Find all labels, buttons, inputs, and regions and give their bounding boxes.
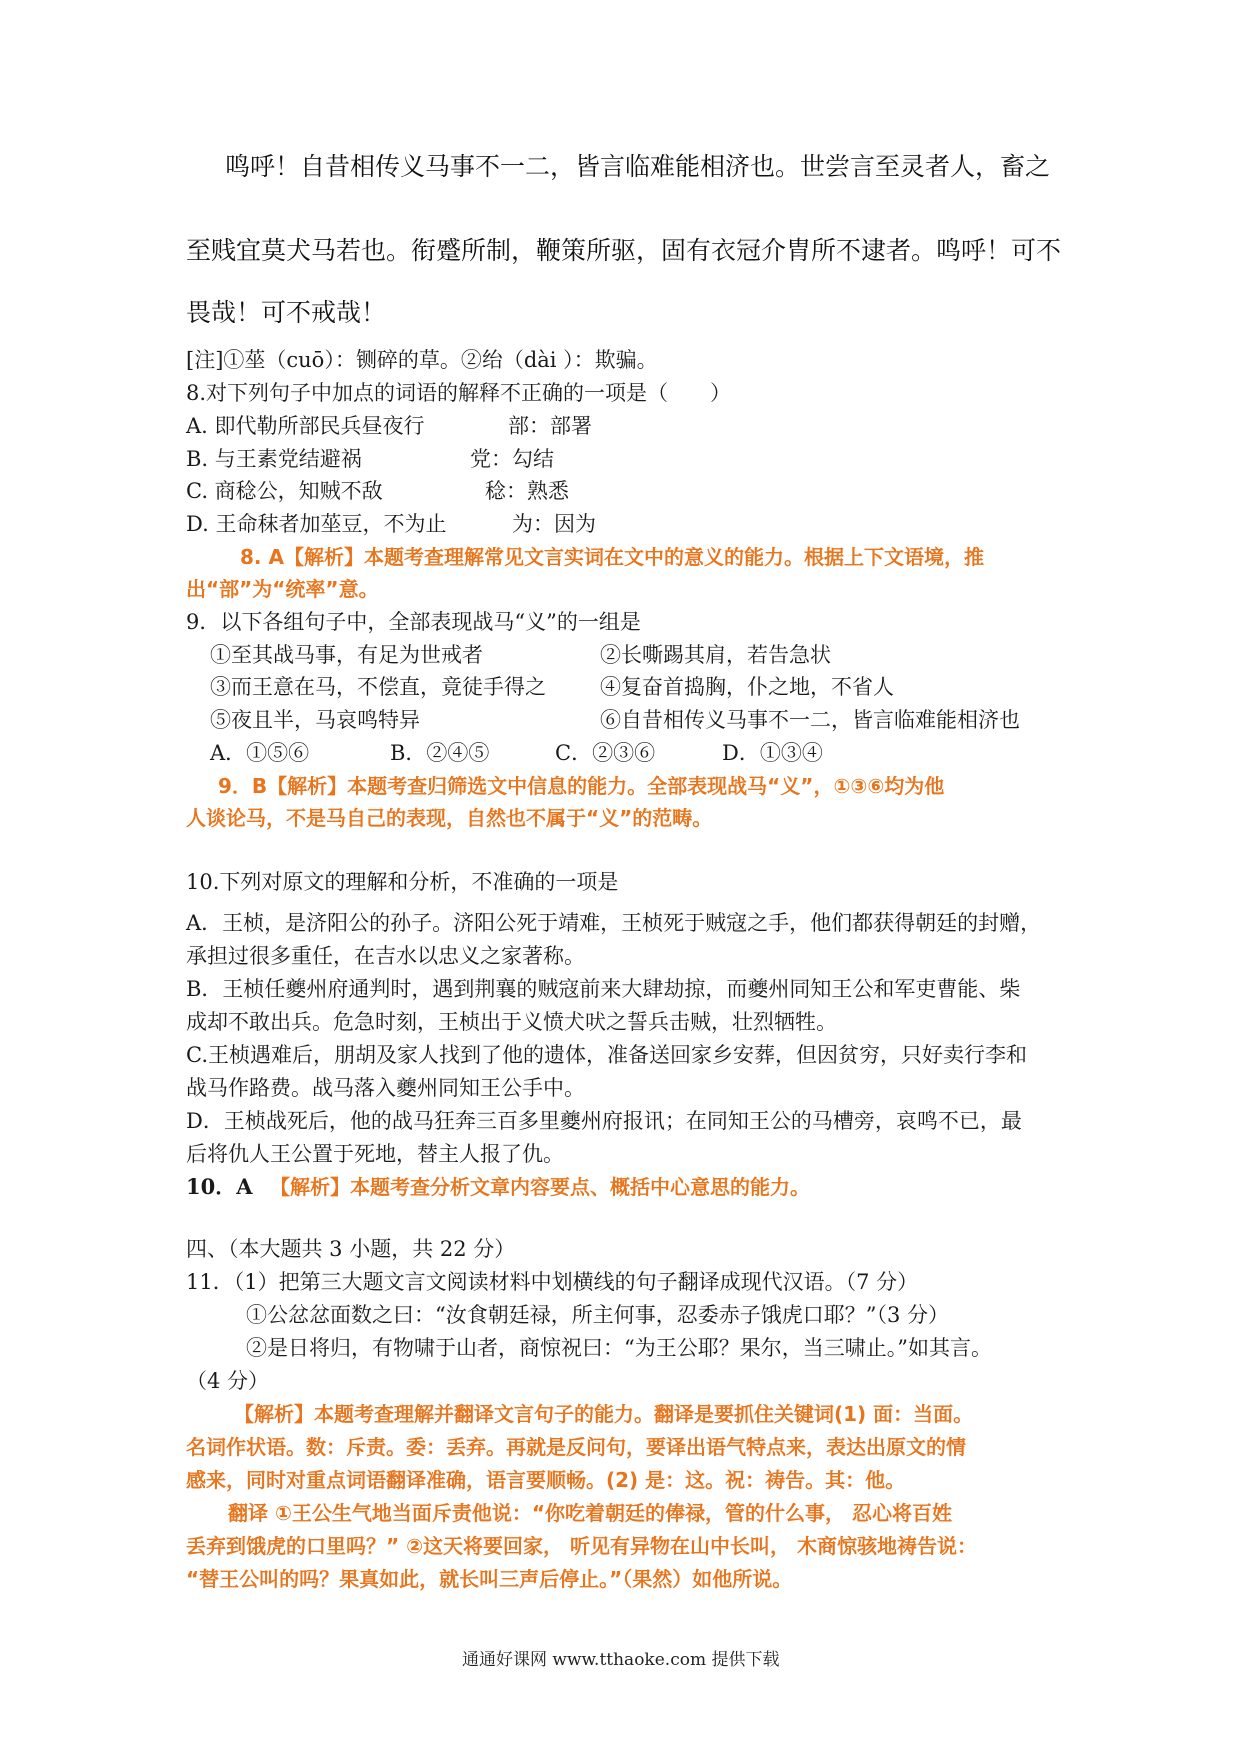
q10-option-c-line-1: C.王桢遇难后，朋胡及家人找到了他的遗体，准备送回家乡安葬，但因贫穷，只好卖行李和: [186, 1043, 1027, 1067]
q10-stem: 10.下列对原文的理解和分析，不准确的一项是: [186, 870, 619, 894]
q11-translation-line-3: “替王公叫的吗？果真如此，就长叫三声后停止。”（果然）如他所说。: [186, 1567, 793, 1591]
q11-analysis-line-1: 【解析】本题考查理解并翻译文言句子的能力。翻译是要抓住关键词(1) 面：当面。: [234, 1402, 974, 1426]
passage-line-3: 畏哉！可不戒哉！: [186, 298, 387, 327]
q8-option-d-gloss: 为：因为: [512, 512, 596, 536]
q9-answer-line-1: 9．B【解析】本题考查归筛选文中信息的能力。全部表现战马“义”，①③⑥均为他: [218, 774, 945, 798]
section-4-heading: 四、（本大题共 3 小题，共 22 分）: [186, 1237, 516, 1261]
q8-option-a: A. 即代勒所部民兵昼夜行: [186, 414, 425, 438]
q9-stem: 9．以下各组句子中，全部表现战马“义”的一组是: [186, 610, 641, 634]
q11-translation-line-1: 翻译 ①王公生气地当面斥责他说：“你吃着朝廷的俸禄，管的什么事， 忍心将百姓: [228, 1501, 953, 1525]
q10-answer-label: 10．A: [186, 1174, 253, 1199]
q9-option-d: D．①③④: [722, 741, 823, 765]
q10-option-a-line-1: A．王桢，是济阳公的孙子。济阳公死于靖难，王桢死于贼寇之手，他们都获得朝廷的封赠，: [186, 911, 1042, 935]
q10-option-c-line-2: 战马作路费。战马落入夔州同知王公手中。: [186, 1076, 585, 1100]
passage-line-2: 至贱宜莫犬马若也。衔蹙所制，鞭策所驱，固有衣冠介胄所不逮者。鸣呼！可不: [186, 236, 1062, 265]
q8-answer-line-2: 出“部”为“统率”意。: [186, 577, 379, 601]
q11-sentence-2-points: （4 分）: [186, 1369, 270, 1393]
passage-line-1: 鸣呼！自昔相传义马事不一二，皆言临难能相济也。世尝言至灵者人，畜之: [225, 152, 1051, 181]
q11-translation-line-2: 丢弃到饿虎的口里吗？” ②这天将要回家， 听见有异物在山中长叫， 木商惊骇地祷告说：: [186, 1534, 977, 1558]
q9-item-1: ①至其战马事，有足为世戒者: [210, 643, 483, 667]
q9-option-b: B．②④⑤: [390, 741, 490, 765]
q9-item-6: ⑥自昔相传义马事不一二，皆言临难能相济也: [600, 708, 1020, 732]
q10-option-d-line-2: 后将仇人王公置于死地，替主人报了仇。: [186, 1142, 564, 1166]
q9-option-a: A．①⑤⑥: [210, 741, 310, 765]
q11-analysis-line-3: 感来，同时对重点词语翻译准确，语言要顺畅。(2) 是：这。祝：祷告。其：他。: [186, 1468, 906, 1492]
q9-item-4: ④复奋首捣胸，仆之地，不省人: [600, 675, 894, 699]
q8-answer-line-1: 8. A【解析】本题考查理解常见文言实词在文中的意义的能力。根据上下文语境，推: [240, 545, 984, 569]
q10-option-b-line-1: B．王桢任夔州府通判时，遇到荆襄的贼寇前来大肆劫掠，而夔州同知王公和军吏曹能、柴: [186, 977, 1021, 1001]
q11-analysis-line-2: 名词作状语。数：斥责。委：丢弃。再就是反问句，要译出语气特点来，表达出原文的情: [186, 1435, 966, 1459]
q11-stem: 11．（1）把第三大题文言文阅读材料中划横线的句子翻译成现代汉语。（7 分）: [186, 1270, 919, 1294]
q8-option-b: B. 与王素党结避祸: [186, 447, 362, 471]
q8-option-c-gloss: 稔：熟悉: [485, 479, 569, 503]
q9-item-5: ⑤夜且半，马哀鸣特异: [210, 708, 420, 732]
q8-stem: 8.对下列句子中加点的词语的解释不正确的一项是（ ）: [186, 381, 732, 405]
q9-option-c: C．②③⑥: [555, 741, 656, 765]
q8-option-a-gloss: 部：部署: [508, 414, 592, 438]
q10-option-b-line-2: 成却不敢出兵。危急时刻，王桢出于义愤犬吠之誓兵击贼，壮烈牺牲。: [186, 1010, 837, 1034]
q8-option-c: C. 商稔公，知贼不敌: [186, 479, 383, 503]
q10-answer-text: 【解析】本题考查分析文章内容要点、概括中心意思的能力。: [270, 1175, 810, 1199]
q8-option-d: D. 王命秣者加莝豆，不为止: [186, 512, 447, 536]
q9-answer-line-2: 人谈论马，不是马自己的表现，自然也不属于“义”的范畴。: [186, 806, 713, 830]
q11-sentence-1: ①公忿忿面数之曰：“汝食朝廷禄，所主何事，忍委赤子饿虎口耶？”（3 分）: [246, 1303, 950, 1327]
page-footer: 通通好课网 www.tthaoke.com 提供下载: [462, 1650, 780, 1670]
q8-option-b-gloss: 党：勾结: [470, 447, 554, 471]
q11-sentence-2: ②是日将归，有物啸于山者，商惊祝曰：“为王公耶？果尔，当三啸止。”如其言。: [246, 1336, 992, 1360]
q9-item-2: ②长嘶踢其肩，若告急状: [600, 643, 831, 667]
q10-option-d-line-1: D．王桢战死后，他的战马狂奔三百多里夔州府报讯；在同知王公的马槽旁，哀鸣不已，最: [186, 1109, 1022, 1133]
q9-item-3: ③而王意在马，不偿直，竟徒手得之: [210, 675, 546, 699]
q10-option-a-line-2: 承担过很多重任，在吉水以忠义之家著称。: [186, 944, 585, 968]
annotation-note: [注]①莝（cuō）：铡碎的草。②绐（dài ）：欺骗。: [186, 348, 658, 372]
